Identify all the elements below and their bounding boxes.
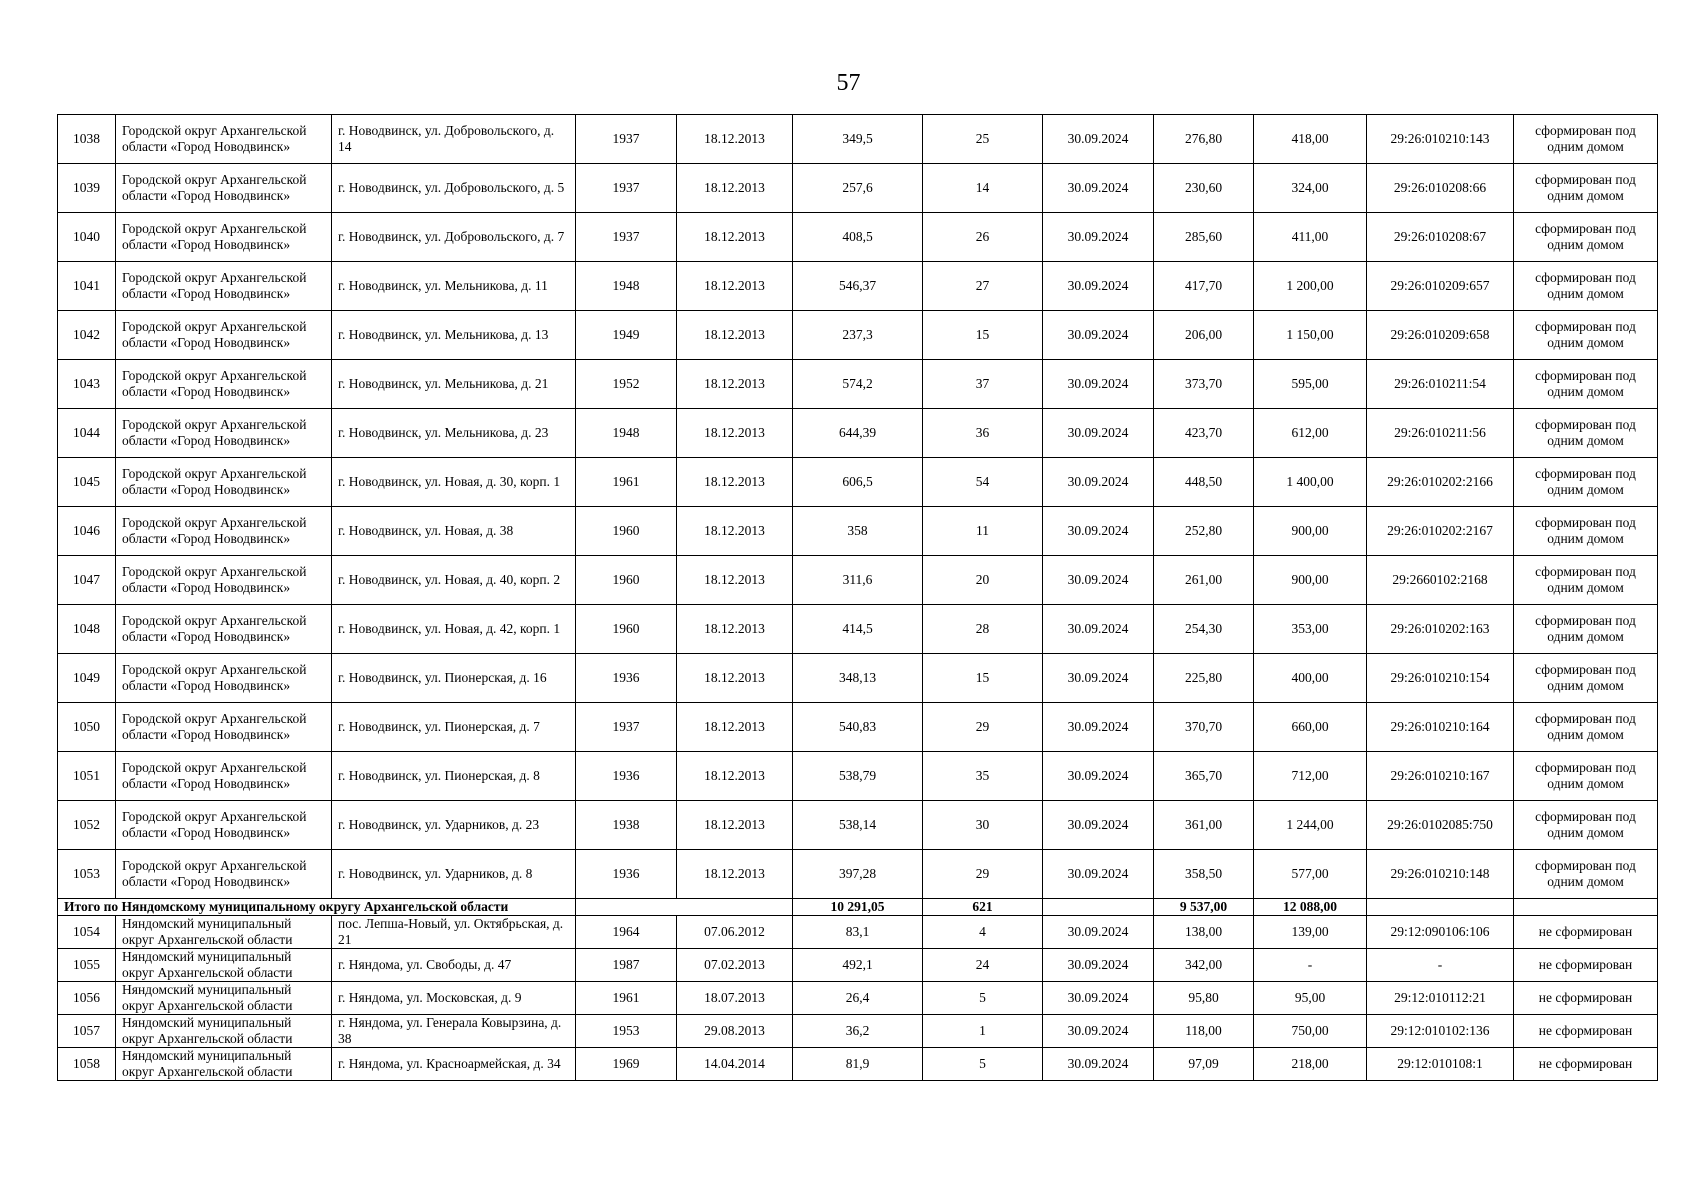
row-number: 1047 [58, 556, 116, 605]
residents-cell: 4 [923, 916, 1043, 949]
date-cell: 29.08.2013 [677, 1015, 793, 1048]
residents-cell: 37 [923, 360, 1043, 409]
table-row [58, 703, 1658, 752]
land-status-cell: сформирован под одним домом [1514, 654, 1658, 703]
date-cell: 18.07.2013 [677, 982, 793, 1015]
address-cell: г. Новодвинск, ул. Мельникова, д. 13 [332, 311, 576, 360]
table-row [58, 262, 1658, 311]
area-cell: 574,2 [793, 360, 923, 409]
land-status-cell: сформирован под одним домом [1514, 213, 1658, 262]
total-residents-cell: 621 [923, 899, 1043, 916]
area2-cell: 285,60 [1154, 213, 1254, 262]
area-cell: 83,1 [793, 916, 923, 949]
address-cell: г. Новодвинск, ул. Добровольского, д. 5 [332, 164, 576, 213]
land-area-cell: 1 200,00 [1254, 262, 1367, 311]
owner-cell: Городской округ Архангельской области «Город Новодвинск» [116, 850, 332, 899]
date-cell: 18.12.2013 [677, 115, 793, 164]
owner-cell: Городской округ Архангельской области «Город Новодвинск» [116, 458, 332, 507]
cadastral-number-cell: 29:12:010108:1 [1367, 1048, 1514, 1081]
date-cell: 18.12.2013 [677, 213, 793, 262]
area2-cell: 230,60 [1154, 164, 1254, 213]
row-number: 1051 [58, 752, 116, 801]
row-number: 1054 [58, 916, 116, 949]
registry-body [58, 115, 1658, 1081]
land-area-cell: 400,00 [1254, 654, 1367, 703]
year-cell: 1937 [576, 164, 677, 213]
date-cell: 18.12.2013 [677, 605, 793, 654]
area2-cell: 261,00 [1154, 556, 1254, 605]
address-cell: г. Новодвинск, ул. Мельникова, д. 21 [332, 360, 576, 409]
residents-cell: 54 [923, 458, 1043, 507]
cadastral-number-cell: 29:26:010208:67 [1367, 213, 1514, 262]
row-number: 1044 [58, 409, 116, 458]
address-cell: г. Няндома, ул. Красноармейская, д. 34 [332, 1048, 576, 1081]
owner-cell: Городской округ Архангельской области «Город Новодвинск» [116, 115, 332, 164]
residents-cell: 14 [923, 164, 1043, 213]
area-cell: 349,5 [793, 115, 923, 164]
land-area-cell: 139,00 [1254, 916, 1367, 949]
year-cell: 1949 [576, 311, 677, 360]
land-status-cell: сформирован под одним домом [1514, 752, 1658, 801]
cadastral-number-cell: 29:12:010112:21 [1367, 982, 1514, 1015]
land-area-cell: 324,00 [1254, 164, 1367, 213]
plan-date-cell: 30.09.2024 [1043, 605, 1154, 654]
address-cell: пос. Лепша-Новый, ул. Октябрьская, д. 21 [332, 916, 576, 949]
residents-cell: 35 [923, 752, 1043, 801]
plan-date-cell: 30.09.2024 [1043, 703, 1154, 752]
land-area-cell: 577,00 [1254, 850, 1367, 899]
total-empty-cell [576, 899, 793, 916]
residents-cell: 26 [923, 213, 1043, 262]
residents-cell: 11 [923, 507, 1043, 556]
owner-cell: Городской округ Архангельской области «Город Новодвинск» [116, 164, 332, 213]
plan-date-cell: 30.09.2024 [1043, 801, 1154, 850]
address-cell: г. Няндома, ул. Свободы, д. 47 [332, 949, 576, 982]
land-status-cell: сформирован под одним домом [1514, 409, 1658, 458]
date-cell: 18.12.2013 [677, 703, 793, 752]
plan-date-cell: 30.09.2024 [1043, 360, 1154, 409]
residents-cell: 30 [923, 801, 1043, 850]
area-cell: 81,9 [793, 1048, 923, 1081]
area-cell: 36,2 [793, 1015, 923, 1048]
table-row [58, 949, 1658, 982]
area-cell: 348,13 [793, 654, 923, 703]
plan-date-cell: 30.09.2024 [1043, 311, 1154, 360]
area-cell: 414,5 [793, 605, 923, 654]
year-cell: 1987 [576, 949, 677, 982]
date-cell: 18.12.2013 [677, 262, 793, 311]
row-number: 1053 [58, 850, 116, 899]
year-cell: 1964 [576, 916, 677, 949]
date-cell: 18.12.2013 [677, 409, 793, 458]
land-status-cell: сформирован под одним домом [1514, 164, 1658, 213]
cadastral-number-cell: 29:26:010209:658 [1367, 311, 1514, 360]
total-area2-cell: 9 537,00 [1154, 899, 1254, 916]
land-status-cell: не сформирован [1514, 1048, 1658, 1081]
land-status-cell: не сформирован [1514, 982, 1658, 1015]
table-row [58, 164, 1658, 213]
owner-cell: Няндомский муниципальный округ Архангельской области [116, 949, 332, 982]
land-status-cell: сформирован под одним домом [1514, 605, 1658, 654]
date-cell: 07.02.2013 [677, 949, 793, 982]
owner-cell: Городской округ Архангельской области «Город Новодвинск» [116, 654, 332, 703]
year-cell: 1960 [576, 605, 677, 654]
area2-cell: 225,80 [1154, 654, 1254, 703]
total-row [58, 899, 1658, 916]
table-row [58, 605, 1658, 654]
year-cell: 1948 [576, 262, 677, 311]
date-cell: 18.12.2013 [677, 311, 793, 360]
row-number: 1038 [58, 115, 116, 164]
plan-date-cell: 30.09.2024 [1043, 458, 1154, 507]
land-area-cell: 95,00 [1254, 982, 1367, 1015]
year-cell: 1961 [576, 982, 677, 1015]
year-cell: 1969 [576, 1048, 677, 1081]
date-cell: 18.12.2013 [677, 164, 793, 213]
address-cell: г. Новодвинск, ул. Ударников, д. 23 [332, 801, 576, 850]
land-status-cell: сформирован под одним домом [1514, 262, 1658, 311]
year-cell: 1953 [576, 1015, 677, 1048]
year-cell: 1948 [576, 409, 677, 458]
address-cell: г. Новодвинск, ул. Добровольского, д. 14 [332, 115, 576, 164]
row-number: 1049 [58, 654, 116, 703]
row-number: 1055 [58, 949, 116, 982]
page-number: 57 [836, 70, 861, 96]
plan-date-cell: 30.09.2024 [1043, 115, 1154, 164]
year-cell: 1936 [576, 752, 677, 801]
table-row [58, 115, 1658, 164]
address-cell: г. Новодвинск, ул. Ударников, д. 8 [332, 850, 576, 899]
area2-cell: 95,80 [1154, 982, 1254, 1015]
table-row [58, 982, 1658, 1015]
year-cell: 1960 [576, 507, 677, 556]
cadastral-number-cell: 29:12:090106:106 [1367, 916, 1514, 949]
area2-cell: 118,00 [1154, 1015, 1254, 1048]
residents-cell: 5 [923, 1048, 1043, 1081]
land-area-cell: 1 150,00 [1254, 311, 1367, 360]
owner-cell: Няндомский муниципальный округ Архангельской области [116, 982, 332, 1015]
cadastral-number-cell: 29:12:010102:136 [1367, 1015, 1514, 1048]
land-area-cell: 900,00 [1254, 507, 1367, 556]
area-cell: 644,39 [793, 409, 923, 458]
owner-cell: Городской округ Архангельской области «Город Новодвинск» [116, 605, 332, 654]
area2-cell: 254,30 [1154, 605, 1254, 654]
year-cell: 1937 [576, 213, 677, 262]
row-number: 1043 [58, 360, 116, 409]
housing-registry-table [57, 114, 1658, 1081]
residents-cell: 1 [923, 1015, 1043, 1048]
cadastral-number-cell: 29:26:010210:154 [1367, 654, 1514, 703]
address-cell: г. Новодвинск, ул. Новая, д. 40, корп. 2 [332, 556, 576, 605]
year-cell: 1937 [576, 703, 677, 752]
land-status-cell: не сформирован [1514, 1015, 1658, 1048]
plan-date-cell: 30.09.2024 [1043, 949, 1154, 982]
address-cell: г. Новодвинск, ул. Новая, д. 30, корп. 1 [332, 458, 576, 507]
date-cell: 14.04.2014 [677, 1048, 793, 1081]
residents-cell: 5 [923, 982, 1043, 1015]
date-cell: 18.12.2013 [677, 752, 793, 801]
row-number: 1056 [58, 982, 116, 1015]
row-number: 1046 [58, 507, 116, 556]
land-status-cell: сформирован под одним домом [1514, 458, 1658, 507]
date-cell: 07.06.2012 [677, 916, 793, 949]
plan-date-cell: 30.09.2024 [1043, 409, 1154, 458]
year-cell: 1961 [576, 458, 677, 507]
address-cell: г. Новодвинск, ул. Мельникова, д. 23 [332, 409, 576, 458]
date-cell: 18.12.2013 [677, 850, 793, 899]
date-cell: 18.12.2013 [677, 654, 793, 703]
date-cell: 18.12.2013 [677, 801, 793, 850]
plan-date-cell: 30.09.2024 [1043, 654, 1154, 703]
plan-date-cell: 30.09.2024 [1043, 916, 1154, 949]
year-cell: 1960 [576, 556, 677, 605]
cadastral-number-cell: 29:26:010210:148 [1367, 850, 1514, 899]
owner-cell: Городской округ Архангельской области «Город Новодвинск» [116, 360, 332, 409]
area2-cell: 373,70 [1154, 360, 1254, 409]
land-status-cell: сформирован под одним домом [1514, 115, 1658, 164]
row-number: 1041 [58, 262, 116, 311]
land-area-cell: 660,00 [1254, 703, 1367, 752]
address-cell: г. Новодвинск, ул. Новая, д. 38 [332, 507, 576, 556]
land-area-cell: 218,00 [1254, 1048, 1367, 1081]
cadastral-number-cell: 29:26:010210:143 [1367, 115, 1514, 164]
area-cell: 540,83 [793, 703, 923, 752]
table-row [58, 1048, 1658, 1081]
year-cell: 1936 [576, 850, 677, 899]
area-cell: 257,6 [793, 164, 923, 213]
date-cell: 18.12.2013 [677, 507, 793, 556]
land-area-cell: 595,00 [1254, 360, 1367, 409]
row-number: 1040 [58, 213, 116, 262]
total-land-area-cell: 12 088,00 [1254, 899, 1367, 916]
area2-cell: 276,80 [1154, 115, 1254, 164]
address-cell: г. Новодвинск, ул. Добровольского, д. 7 [332, 213, 576, 262]
row-number: 1042 [58, 311, 116, 360]
plan-date-cell: 30.09.2024 [1043, 850, 1154, 899]
table-row [58, 752, 1658, 801]
area-cell: 26,4 [793, 982, 923, 1015]
land-status-cell: не сформирован [1514, 916, 1658, 949]
area2-cell: 417,70 [1154, 262, 1254, 311]
cadastral-number-cell: - [1367, 949, 1514, 982]
address-cell: г. Няндома, ул. Московская, д. 9 [332, 982, 576, 1015]
area2-cell: 138,00 [1154, 916, 1254, 949]
plan-date-cell: 30.09.2024 [1043, 262, 1154, 311]
area-cell: 358 [793, 507, 923, 556]
owner-cell: Няндомский муниципальный округ Архангельской области [116, 916, 332, 949]
area-cell: 606,5 [793, 458, 923, 507]
land-status-cell: сформирован под одним домом [1514, 360, 1658, 409]
table-row [58, 458, 1658, 507]
cadastral-number-cell: 29:26:010210:164 [1367, 703, 1514, 752]
area2-cell: 365,70 [1154, 752, 1254, 801]
owner-cell: Городской округ Архангельской области «Город Новодвинск» [116, 311, 332, 360]
land-status-cell: сформирован под одним домом [1514, 801, 1658, 850]
land-area-cell: 418,00 [1254, 115, 1367, 164]
area-cell: 408,5 [793, 213, 923, 262]
plan-date-cell: 30.09.2024 [1043, 164, 1154, 213]
year-cell: 1952 [576, 360, 677, 409]
owner-cell: Городской округ Архангельской области «Город Новодвинск» [116, 409, 332, 458]
land-area-cell: 712,00 [1254, 752, 1367, 801]
area2-cell: 448,50 [1154, 458, 1254, 507]
row-number: 1039 [58, 164, 116, 213]
area-cell: 492,1 [793, 949, 923, 982]
cadastral-number-cell: 29:26:010209:657 [1367, 262, 1514, 311]
land-area-cell: 1 244,00 [1254, 801, 1367, 850]
cadastral-number-cell: 29:2660102:2168 [1367, 556, 1514, 605]
address-cell: г. Новодвинск, ул. Пионерская, д. 7 [332, 703, 576, 752]
table-row [58, 916, 1658, 949]
year-cell: 1937 [576, 115, 677, 164]
area-cell: 311,6 [793, 556, 923, 605]
land-status-cell: сформирован под одним домом [1514, 703, 1658, 752]
owner-cell: Городской округ Архангельской области «Город Новодвинск» [116, 703, 332, 752]
cadastral-number-cell: 29:26:010210:167 [1367, 752, 1514, 801]
plan-date-cell: 30.09.2024 [1043, 1015, 1154, 1048]
row-number: 1058 [58, 1048, 116, 1081]
row-number: 1048 [58, 605, 116, 654]
table-row [58, 409, 1658, 458]
cadastral-number-cell: 29:26:010208:66 [1367, 164, 1514, 213]
land-status-cell: сформирован под одним домом [1514, 311, 1658, 360]
table-row [58, 1015, 1658, 1048]
row-number: 1050 [58, 703, 116, 752]
residents-cell: 24 [923, 949, 1043, 982]
plan-date-cell: 30.09.2024 [1043, 507, 1154, 556]
residents-cell: 36 [923, 409, 1043, 458]
residents-cell: 28 [923, 605, 1043, 654]
land-area-cell: - [1254, 949, 1367, 982]
cadastral-number-cell: 29:26:010211:54 [1367, 360, 1514, 409]
row-number: 1057 [58, 1015, 116, 1048]
table-row [58, 507, 1658, 556]
land-area-cell: 900,00 [1254, 556, 1367, 605]
address-cell: г. Новодвинск, ул. Пионерская, д. 8 [332, 752, 576, 801]
cadastral-number-cell: 29:26:010202:163 [1367, 605, 1514, 654]
area2-cell: 358,50 [1154, 850, 1254, 899]
land-status-cell: сформирован под одним домом [1514, 507, 1658, 556]
owner-cell: Няндомский муниципальный округ Архангельской области [116, 1015, 332, 1048]
land-area-cell: 411,00 [1254, 213, 1367, 262]
cadastral-number-cell: 29:26:0102085:750 [1367, 801, 1514, 850]
date-cell: 18.12.2013 [677, 458, 793, 507]
area2-cell: 252,80 [1154, 507, 1254, 556]
owner-cell: Городской округ Архангельской области «Город Новодвинск» [116, 507, 332, 556]
owner-cell: Городской округ Архангельской области «Город Новодвинск» [116, 213, 332, 262]
area-cell: 237,3 [793, 311, 923, 360]
owner-cell: Городской округ Архангельской области «Город Новодвинск» [116, 262, 332, 311]
total-area-cell: 10 291,05 [793, 899, 923, 916]
land-area-cell: 1 400,00 [1254, 458, 1367, 507]
plan-date-cell: 30.09.2024 [1043, 752, 1154, 801]
area2-cell: 206,00 [1154, 311, 1254, 360]
date-cell: 18.12.2013 [677, 556, 793, 605]
total-empty-cell [1043, 899, 1154, 916]
year-cell: 1936 [576, 654, 677, 703]
row-number: 1045 [58, 458, 116, 507]
area2-cell: 97,09 [1154, 1048, 1254, 1081]
land-area-cell: 612,00 [1254, 409, 1367, 458]
table-row [58, 556, 1658, 605]
land-area-cell: 353,00 [1254, 605, 1367, 654]
plan-date-cell: 30.09.2024 [1043, 556, 1154, 605]
address-cell: г. Новодвинск, ул. Новая, д. 42, корп. 1 [332, 605, 576, 654]
residents-cell: 27 [923, 262, 1043, 311]
cadastral-number-cell: 29:26:010202:2166 [1367, 458, 1514, 507]
area2-cell: 370,70 [1154, 703, 1254, 752]
total-label: Итого по Няндомскому муниципальному округу Архангельской области [58, 899, 576, 916]
land-status-cell: сформирован под одним домом [1514, 556, 1658, 605]
area-cell: 538,14 [793, 801, 923, 850]
address-cell: г. Няндома, ул. Генерала Ковырзина, д. 38 [332, 1015, 576, 1048]
total-empty-cell [1367, 899, 1514, 916]
table-row [58, 311, 1658, 360]
table-row [58, 850, 1658, 899]
plan-date-cell: 30.09.2024 [1043, 213, 1154, 262]
address-cell: г. Новодвинск, ул. Мельникова, д. 11 [332, 262, 576, 311]
year-cell: 1938 [576, 801, 677, 850]
date-cell: 18.12.2013 [677, 360, 793, 409]
address-cell: г. Новодвинск, ул. Пионерская, д. 16 [332, 654, 576, 703]
residents-cell: 20 [923, 556, 1043, 605]
table-row [58, 654, 1658, 703]
cadastral-number-cell: 29:26:010202:2167 [1367, 507, 1514, 556]
owner-cell: Городской округ Архангельской области «Город Новодвинск» [116, 752, 332, 801]
plan-date-cell: 30.09.2024 [1043, 982, 1154, 1015]
table-row [58, 360, 1658, 409]
area2-cell: 423,70 [1154, 409, 1254, 458]
land-status-cell: сформирован под одним домом [1514, 850, 1658, 899]
owner-cell: Няндомский муниципальный округ Архангельской области [116, 1048, 332, 1081]
owner-cell: Городской округ Архангельской области «Город Новодвинск» [116, 556, 332, 605]
residents-cell: 29 [923, 850, 1043, 899]
land-area-cell: 750,00 [1254, 1015, 1367, 1048]
area2-cell: 361,00 [1154, 801, 1254, 850]
area-cell: 546,37 [793, 262, 923, 311]
area2-cell: 342,00 [1154, 949, 1254, 982]
area-cell: 397,28 [793, 850, 923, 899]
table-row [58, 213, 1658, 262]
total-empty-cell [1514, 899, 1658, 916]
owner-cell: Городской округ Архангельской области «Город Новодвинск» [116, 801, 332, 850]
residents-cell: 15 [923, 654, 1043, 703]
cadastral-number-cell: 29:26:010211:56 [1367, 409, 1514, 458]
table-row [58, 801, 1658, 850]
area-cell: 538,79 [793, 752, 923, 801]
residents-cell: 15 [923, 311, 1043, 360]
residents-cell: 29 [923, 703, 1043, 752]
residents-cell: 25 [923, 115, 1043, 164]
row-number: 1052 [58, 801, 116, 850]
plan-date-cell: 30.09.2024 [1043, 1048, 1154, 1081]
land-status-cell: не сформирован [1514, 949, 1658, 982]
